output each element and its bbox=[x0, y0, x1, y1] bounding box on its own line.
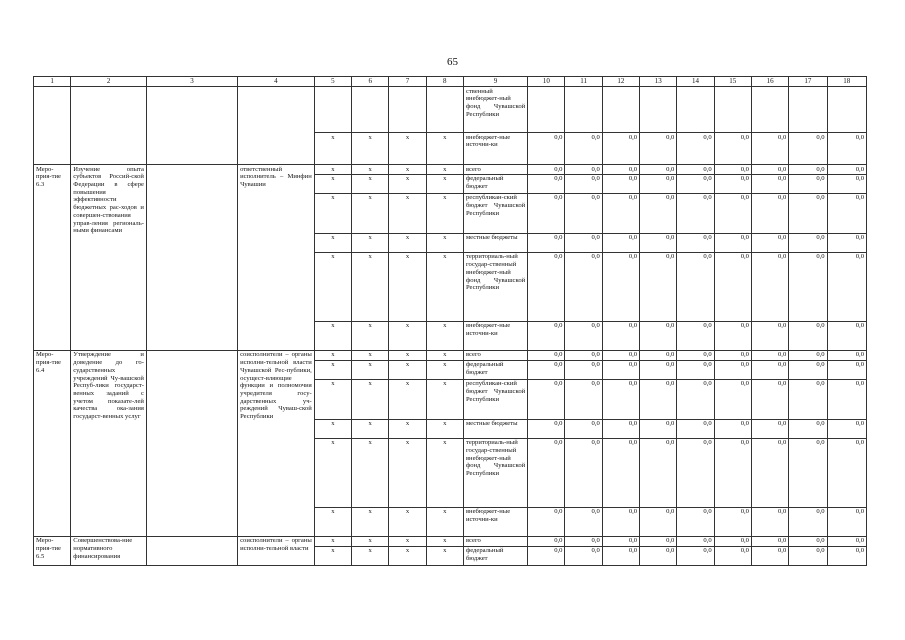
x-cell: x bbox=[426, 438, 463, 507]
x-cell: x bbox=[389, 252, 426, 321]
x-cell: x bbox=[314, 350, 351, 360]
value-cell: 0,0 bbox=[677, 252, 714, 321]
x-cell: x bbox=[314, 419, 351, 438]
value-cell: 0,0 bbox=[602, 546, 639, 565]
value-cell: 0,0 bbox=[751, 252, 788, 321]
value-cell: 0,0 bbox=[827, 438, 866, 507]
x-cell: x bbox=[426, 174, 463, 193]
value-cell: 0,0 bbox=[565, 252, 602, 321]
column-header-5: 5 bbox=[314, 77, 351, 87]
empty-cell bbox=[146, 87, 237, 165]
value-cell: 0,0 bbox=[602, 193, 639, 233]
x-cell: x bbox=[352, 174, 389, 193]
value-cell: 0,0 bbox=[714, 536, 751, 546]
x-cell: x bbox=[426, 379, 463, 419]
value-cell: 0,0 bbox=[714, 233, 751, 252]
funding-source: ственный внебюджет-ный фонд Чувашской Республики bbox=[463, 87, 527, 133]
value-cell bbox=[565, 87, 602, 133]
value-cell: 0,0 bbox=[677, 321, 714, 350]
funding-source: территориаль-ный государ-ственный внебюджет-ный фонд Чувашской Республики bbox=[463, 438, 527, 507]
column-header-17: 17 bbox=[789, 77, 827, 87]
empty-cell bbox=[146, 165, 237, 351]
value-cell: 0,0 bbox=[602, 233, 639, 252]
value-cell: 0,0 bbox=[602, 321, 639, 350]
value-cell: 0,0 bbox=[827, 536, 866, 546]
x-cell: x bbox=[426, 350, 463, 360]
value-cell: 0,0 bbox=[528, 360, 565, 379]
x-cell: x bbox=[352, 321, 389, 350]
x-cell: x bbox=[426, 233, 463, 252]
value-cell bbox=[751, 87, 788, 133]
value-cell: 0,0 bbox=[751, 546, 788, 565]
value-cell: 0,0 bbox=[602, 536, 639, 546]
budget-table bbox=[33, 76, 867, 566]
value-cell: 0,0 bbox=[640, 350, 677, 360]
value-cell: 0,0 bbox=[640, 419, 677, 438]
empty-cell bbox=[34, 87, 71, 165]
x-cell: x bbox=[389, 546, 426, 565]
value-cell: 0,0 bbox=[640, 252, 677, 321]
value-cell: 0,0 bbox=[528, 546, 565, 565]
column-header-15: 15 bbox=[714, 77, 751, 87]
x-cell: x bbox=[389, 174, 426, 193]
x-cell: x bbox=[314, 193, 351, 233]
value-cell: 0,0 bbox=[677, 379, 714, 419]
x-cell: x bbox=[352, 252, 389, 321]
value-cell: 0,0 bbox=[789, 438, 827, 507]
value-cell: 0,0 bbox=[528, 174, 565, 193]
value-cell: 0,0 bbox=[714, 174, 751, 193]
value-cell: 0,0 bbox=[827, 252, 866, 321]
column-header-8: 8 bbox=[426, 77, 463, 87]
x-cell: x bbox=[426, 165, 463, 175]
value-cell: 0,0 bbox=[827, 419, 866, 438]
value-cell: 0,0 bbox=[602, 507, 639, 536]
x-cell: x bbox=[314, 321, 351, 350]
value-cell bbox=[714, 87, 751, 133]
x-cell: x bbox=[389, 379, 426, 419]
value-cell: 0,0 bbox=[640, 438, 677, 507]
empty-cell bbox=[146, 536, 237, 565]
x-cell: x bbox=[389, 165, 426, 175]
value-cell: 0,0 bbox=[640, 507, 677, 536]
x-cell: x bbox=[389, 321, 426, 350]
x-cell: x bbox=[314, 546, 351, 565]
table-row bbox=[34, 87, 867, 133]
x-cell: x bbox=[426, 536, 463, 546]
column-header-16: 16 bbox=[751, 77, 788, 87]
value-cell: 0,0 bbox=[677, 419, 714, 438]
value-cell: 0,0 bbox=[827, 193, 866, 233]
value-cell: 0,0 bbox=[789, 133, 827, 165]
x-cell: x bbox=[314, 536, 351, 546]
value-cell bbox=[528, 87, 565, 133]
x-cell: x bbox=[389, 233, 426, 252]
x-cell: x bbox=[352, 165, 389, 175]
value-cell: 0,0 bbox=[714, 438, 751, 507]
value-cell: 0,0 bbox=[528, 438, 565, 507]
table-row bbox=[34, 165, 867, 175]
x-cell: x bbox=[352, 507, 389, 536]
value-cell: 0,0 bbox=[602, 419, 639, 438]
value-cell: 0,0 bbox=[751, 379, 788, 419]
x-cell: x bbox=[352, 536, 389, 546]
measure-executor: соисполнители – органы исполни-тельной власти Чувашской Рес-публики, осущест-вляющие функции и полномочия учредителя госу-дарственных уч-реждений Чуваш-ской Республики bbox=[238, 350, 315, 536]
value-cell: 0,0 bbox=[640, 379, 677, 419]
value-cell: 0,0 bbox=[789, 379, 827, 419]
x-cell: x bbox=[389, 536, 426, 546]
empty-cell bbox=[238, 87, 315, 165]
value-cell: 0,0 bbox=[714, 419, 751, 438]
x-cell: x bbox=[389, 419, 426, 438]
x-cell: x bbox=[314, 379, 351, 419]
value-cell: 0,0 bbox=[827, 350, 866, 360]
funding-source: внебюджет-ные источни-ки bbox=[463, 321, 527, 350]
table-row bbox=[34, 350, 867, 360]
x-cell: x bbox=[352, 419, 389, 438]
value-cell: 0,0 bbox=[602, 350, 639, 360]
x-cell: x bbox=[352, 133, 389, 165]
x-cell: x bbox=[426, 133, 463, 165]
column-header-12: 12 bbox=[602, 77, 639, 87]
value-cell: 0,0 bbox=[789, 233, 827, 252]
value-cell: 0,0 bbox=[789, 350, 827, 360]
value-cell: 0,0 bbox=[602, 360, 639, 379]
value-cell: 0,0 bbox=[751, 165, 788, 175]
x-cell: x bbox=[352, 193, 389, 233]
value-cell: 0,0 bbox=[602, 165, 639, 175]
value-cell: 0,0 bbox=[677, 350, 714, 360]
value-cell bbox=[640, 87, 677, 133]
value-cell: 0,0 bbox=[602, 252, 639, 321]
value-cell: 0,0 bbox=[677, 438, 714, 507]
funding-source: местные бюджеты bbox=[463, 233, 527, 252]
value-cell: 0,0 bbox=[789, 174, 827, 193]
value-cell: 0,0 bbox=[528, 165, 565, 175]
x-cell: x bbox=[426, 507, 463, 536]
value-cell: 0,0 bbox=[565, 546, 602, 565]
value-cell: 0,0 bbox=[602, 133, 639, 165]
value-cell: 0,0 bbox=[827, 133, 866, 165]
value-cell: 0,0 bbox=[640, 233, 677, 252]
value-cell: 0,0 bbox=[714, 379, 751, 419]
funding-source: всего bbox=[463, 165, 527, 175]
value-cell: 0,0 bbox=[640, 174, 677, 193]
column-header-14: 14 bbox=[677, 77, 714, 87]
x-cell: x bbox=[389, 438, 426, 507]
measure-executor: соисполнители – органы исполни-тельной власти bbox=[238, 536, 315, 565]
value-cell: 0,0 bbox=[789, 193, 827, 233]
value-cell: 0,0 bbox=[677, 165, 714, 175]
value-cell: 0,0 bbox=[751, 350, 788, 360]
value-cell: 0,0 bbox=[751, 193, 788, 233]
value-cell: 0,0 bbox=[640, 193, 677, 233]
value-cell: 0,0 bbox=[789, 546, 827, 565]
value-cell: 0,0 bbox=[789, 419, 827, 438]
value-cell: 0,0 bbox=[714, 165, 751, 175]
value-cell: 0,0 bbox=[602, 379, 639, 419]
value-cell: 0,0 bbox=[827, 546, 866, 565]
value-cell: 0,0 bbox=[789, 321, 827, 350]
column-header-9: 9 bbox=[463, 77, 527, 87]
funding-source: территориаль-ный государ-ственный внебюджет-ный фонд Чувашской Республики bbox=[463, 252, 527, 321]
value-cell: 0,0 bbox=[714, 360, 751, 379]
x-cell: x bbox=[352, 379, 389, 419]
column-header-10: 10 bbox=[528, 77, 565, 87]
value-cell: 0,0 bbox=[602, 438, 639, 507]
value-cell: 0,0 bbox=[565, 379, 602, 419]
value-cell bbox=[677, 87, 714, 133]
x-cell: x bbox=[389, 360, 426, 379]
value-cell: 0,0 bbox=[827, 379, 866, 419]
value-cell: 0,0 bbox=[751, 233, 788, 252]
x-cell: x bbox=[314, 507, 351, 536]
value-cell: 0,0 bbox=[565, 360, 602, 379]
x-cell: x bbox=[314, 174, 351, 193]
column-header-1: 1 bbox=[34, 77, 71, 87]
x-cell bbox=[426, 87, 463, 133]
value-cell: 0,0 bbox=[714, 321, 751, 350]
value-cell: 0,0 bbox=[528, 133, 565, 165]
value-cell: 0,0 bbox=[677, 174, 714, 193]
value-cell bbox=[789, 87, 827, 133]
column-header-13: 13 bbox=[640, 77, 677, 87]
x-cell: x bbox=[426, 360, 463, 379]
value-cell: 0,0 bbox=[789, 252, 827, 321]
value-cell: 0,0 bbox=[677, 546, 714, 565]
column-header-6: 6 bbox=[352, 77, 389, 87]
value-cell: 0,0 bbox=[528, 379, 565, 419]
value-cell: 0,0 bbox=[640, 536, 677, 546]
funding-source: внебюджет-ные источни-ки bbox=[463, 507, 527, 536]
x-cell: x bbox=[314, 165, 351, 175]
value-cell: 0,0 bbox=[640, 546, 677, 565]
funding-source: федеральный бюджет bbox=[463, 174, 527, 193]
value-cell: 0,0 bbox=[528, 321, 565, 350]
x-cell: x bbox=[352, 360, 389, 379]
value-cell: 0,0 bbox=[640, 165, 677, 175]
x-cell: x bbox=[314, 233, 351, 252]
x-cell: x bbox=[426, 193, 463, 233]
value-cell: 0,0 bbox=[640, 321, 677, 350]
value-cell: 0,0 bbox=[677, 507, 714, 536]
value-cell: 0,0 bbox=[751, 321, 788, 350]
value-cell: 0,0 bbox=[751, 438, 788, 507]
empty-cell bbox=[71, 87, 147, 165]
value-cell: 0,0 bbox=[528, 233, 565, 252]
value-cell: 0,0 bbox=[528, 419, 565, 438]
value-cell: 0,0 bbox=[714, 507, 751, 536]
x-cell: x bbox=[426, 252, 463, 321]
measure-label: Меро-прия-тие 6.3 bbox=[34, 165, 71, 351]
value-cell: 0,0 bbox=[528, 350, 565, 360]
value-cell: 0,0 bbox=[827, 507, 866, 536]
value-cell bbox=[827, 87, 866, 133]
x-cell: x bbox=[389, 193, 426, 233]
value-cell bbox=[602, 87, 639, 133]
value-cell: 0,0 bbox=[789, 360, 827, 379]
value-cell: 0,0 bbox=[827, 165, 866, 175]
value-cell: 0,0 bbox=[751, 360, 788, 379]
column-header-4: 4 bbox=[238, 77, 315, 87]
value-cell: 0,0 bbox=[565, 419, 602, 438]
value-cell: 0,0 bbox=[565, 536, 602, 546]
measure-label: Меро-прия-тие 6.4 bbox=[34, 350, 71, 536]
value-cell: 0,0 bbox=[677, 133, 714, 165]
x-cell: x bbox=[389, 507, 426, 536]
x-cell bbox=[389, 87, 426, 133]
value-cell: 0,0 bbox=[565, 321, 602, 350]
column-header-11: 11 bbox=[565, 77, 602, 87]
x-cell bbox=[314, 87, 351, 133]
empty-cell bbox=[146, 350, 237, 536]
column-header-7: 7 bbox=[389, 77, 426, 87]
measure-label: Меро-прия-тие 6.5 bbox=[34, 536, 71, 565]
measure-description: Изучение опыта субъектов Россий-ской Федерации в сфере повышения эффективности бюджетных рас-ходов и совершен-ствования управ-ления региональ-ными финансами bbox=[71, 165, 147, 351]
value-cell: 0,0 bbox=[714, 133, 751, 165]
value-cell: 0,0 bbox=[714, 193, 751, 233]
measure-description: Совершенствова-ние нормативного финансирования bbox=[71, 536, 147, 565]
x-cell: x bbox=[352, 350, 389, 360]
value-cell: 0,0 bbox=[677, 233, 714, 252]
x-cell: x bbox=[352, 233, 389, 252]
value-cell: 0,0 bbox=[751, 507, 788, 536]
value-cell: 0,0 bbox=[565, 193, 602, 233]
column-header-18: 18 bbox=[827, 77, 866, 87]
value-cell: 0,0 bbox=[827, 321, 866, 350]
page-number: 65 bbox=[447, 56, 458, 68]
x-cell: x bbox=[426, 546, 463, 565]
value-cell: 0,0 bbox=[714, 546, 751, 565]
value-cell: 0,0 bbox=[565, 165, 602, 175]
value-cell: 0,0 bbox=[751, 536, 788, 546]
x-cell: x bbox=[314, 252, 351, 321]
value-cell: 0,0 bbox=[714, 252, 751, 321]
value-cell: 0,0 bbox=[827, 174, 866, 193]
x-cell: x bbox=[314, 360, 351, 379]
value-cell: 0,0 bbox=[565, 233, 602, 252]
value-cell: 0,0 bbox=[677, 360, 714, 379]
column-header-2: 2 bbox=[71, 77, 147, 87]
value-cell: 0,0 bbox=[827, 233, 866, 252]
value-cell: 0,0 bbox=[789, 165, 827, 175]
x-cell: x bbox=[352, 546, 389, 565]
header-row bbox=[34, 77, 867, 87]
value-cell: 0,0 bbox=[677, 536, 714, 546]
funding-source: всего bbox=[463, 350, 527, 360]
value-cell: 0,0 bbox=[789, 507, 827, 536]
value-cell: 0,0 bbox=[677, 193, 714, 233]
funding-source: республикан-ский бюджет Чувашской Республики bbox=[463, 193, 527, 233]
funding-source: федеральный бюджет bbox=[463, 546, 527, 565]
value-cell: 0,0 bbox=[602, 174, 639, 193]
value-cell: 0,0 bbox=[528, 193, 565, 233]
table-row bbox=[34, 536, 867, 546]
value-cell: 0,0 bbox=[640, 133, 677, 165]
value-cell: 0,0 bbox=[565, 174, 602, 193]
value-cell: 0,0 bbox=[565, 133, 602, 165]
measure-executor: ответственный исполнитель – Минфин Чувашии bbox=[238, 165, 315, 351]
value-cell: 0,0 bbox=[528, 252, 565, 321]
value-cell: 0,0 bbox=[528, 536, 565, 546]
value-cell: 0,0 bbox=[827, 360, 866, 379]
funding-source: республикан-ский бюджет Чувашской Республики bbox=[463, 379, 527, 419]
table-body bbox=[34, 77, 867, 566]
measure-description: Утверждение и доведение до го-сударственных учреждений Чу-вашской Респуб-лики государст-венных заданий с учетом показате-лей качества ока-зания государст-венных услуг bbox=[71, 350, 147, 536]
value-cell: 0,0 bbox=[789, 536, 827, 546]
funding-source: внебюджет-ные источни-ки bbox=[463, 133, 527, 165]
value-cell: 0,0 bbox=[565, 438, 602, 507]
x-cell: x bbox=[426, 419, 463, 438]
value-cell: 0,0 bbox=[565, 350, 602, 360]
value-cell: 0,0 bbox=[565, 507, 602, 536]
x-cell: x bbox=[314, 133, 351, 165]
value-cell: 0,0 bbox=[640, 360, 677, 379]
value-cell: 0,0 bbox=[751, 419, 788, 438]
x-cell: x bbox=[389, 350, 426, 360]
x-cell bbox=[352, 87, 389, 133]
x-cell: x bbox=[389, 133, 426, 165]
x-cell: x bbox=[314, 438, 351, 507]
value-cell: 0,0 bbox=[751, 133, 788, 165]
funding-source: всего bbox=[463, 536, 527, 546]
funding-source: местные бюджеты bbox=[463, 419, 527, 438]
column-header-3: 3 bbox=[146, 77, 237, 87]
value-cell: 0,0 bbox=[751, 174, 788, 193]
x-cell: x bbox=[352, 438, 389, 507]
value-cell: 0,0 bbox=[714, 350, 751, 360]
x-cell: x bbox=[426, 321, 463, 350]
value-cell: 0,0 bbox=[528, 507, 565, 536]
funding-source: федеральный бюджет bbox=[463, 360, 527, 379]
